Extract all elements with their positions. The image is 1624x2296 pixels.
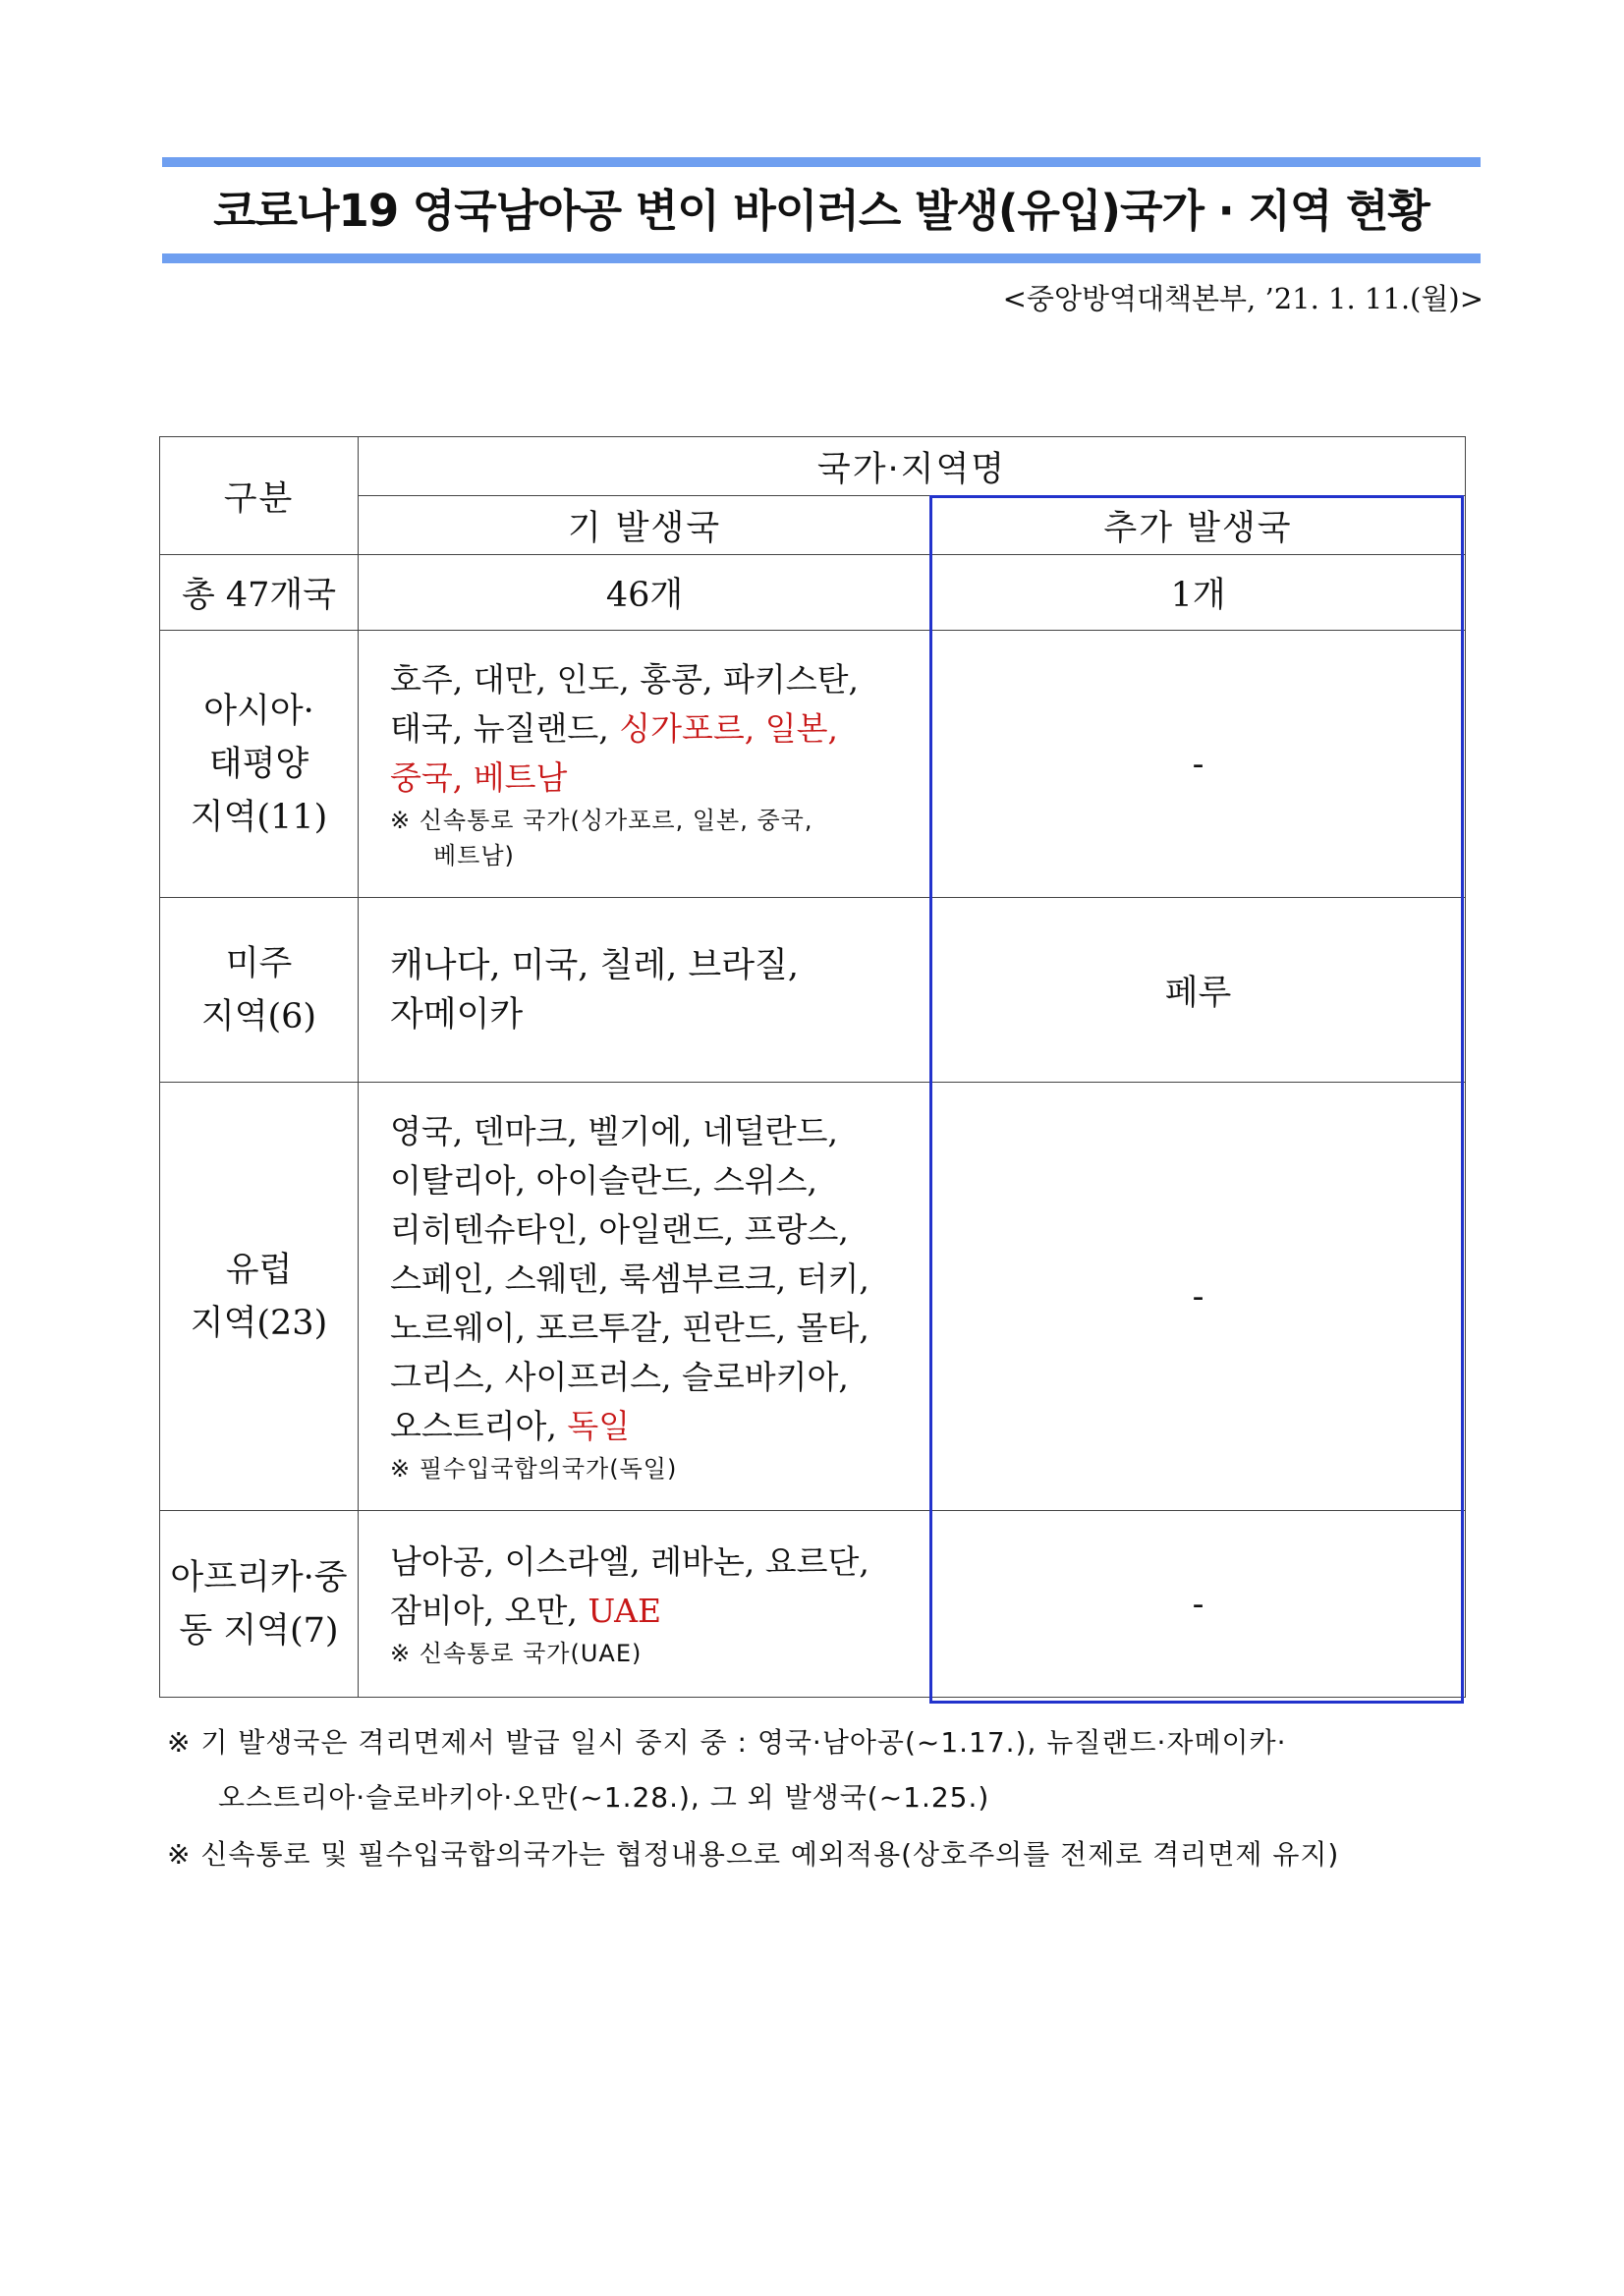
americas-label: 미주 지역(6): [160, 898, 359, 1083]
header-category: 구분: [160, 437, 359, 555]
footnote-1a: ※ 기 발생국은 격리면제서 발급 일시 중지 중 : 영국·남아공(~1.17.), 뉴질랜드·자메이카·: [167, 1726, 1287, 1759]
africa-label: 아프리카·중 동 지역(7): [160, 1511, 359, 1698]
variant-country-table: [159, 436, 1466, 1698]
footnote-2: ※ 신속통로 및 필수입국합의국가는 협정내용으로 예외적용(상호주의를 전제로 격리면제 유지): [167, 1838, 1340, 1871]
footnote-1b: 오스트리아·슬로바키아·오만(~1.28.), 그 외 발생국(~1.25.): [218, 1781, 990, 1814]
europe-added: -: [931, 1083, 1466, 1511]
asia-existing-list: 호주, 대만, 인도, 홍콩, 파키스탄, 태국, 뉴질랜드, 싱가포르, 일본, 중국, 베트남 ※ 신속통로 국가(싱가포르, 일본, 중국, 베트남): [359, 631, 931, 898]
title-bottom-bar: [162, 253, 1481, 263]
header-existing: 기 발생국: [359, 496, 931, 555]
header-added: 추가 발생국: [931, 496, 1466, 555]
header-country-region: 국가·지역명: [359, 437, 1466, 496]
africa-note: ※ 신속통로 국가(UAE): [390, 1639, 643, 1667]
total-label: 총 47개국: [160, 555, 359, 631]
asia-label: 아시아· 태평양 지역(11): [160, 631, 359, 898]
africa-existing-list: 남아공, 이스라엘, 레바논, 요르단, 잠비아, 오만, UAE ※ 신속통로 국가(UAE): [359, 1511, 931, 1698]
americas-added: 페루: [931, 898, 1466, 1083]
africa-added: -: [931, 1511, 1466, 1698]
americas-existing-list: 캐나다, 미국, 칠레, 브라질, 자메이카: [359, 898, 931, 1083]
europe-label: 유럽 지역(23): [160, 1083, 359, 1511]
title-top-bar: [162, 157, 1481, 167]
total-existing: 46개: [359, 555, 931, 631]
source-line: <중앙방역대책본부, ’21. 1. 11.(월)>: [1002, 282, 1484, 315]
europe-existing-list: 영국, 덴마크, 벨기에, 네덜란드, 이탈리아, 아이슬란드, 스위스, 리히텐슈타인, 아일랜드, 프랑스, 스페인, 스웨덴, 룩셈부르크, 터키, 노르웨이, 포르투갈, 핀란드, 몰타, 그리스, 사이프러스, 슬로바키아, 오스트리아, 독일 ※ 필수입국합의국가(독일): [359, 1083, 931, 1511]
asia-note: ※ 신속통로 국가(싱가포르, 일본, 중국,: [390, 806, 813, 834]
europe-note: ※ 필수입국합의국가(독일): [390, 1454, 678, 1483]
total-added: 1개: [931, 555, 1466, 631]
asia-added: -: [931, 631, 1466, 898]
page-title: 코로나19 영국남아공 변이 바이러스 발생(유입)국가 · 지역 현황: [213, 185, 1429, 237]
